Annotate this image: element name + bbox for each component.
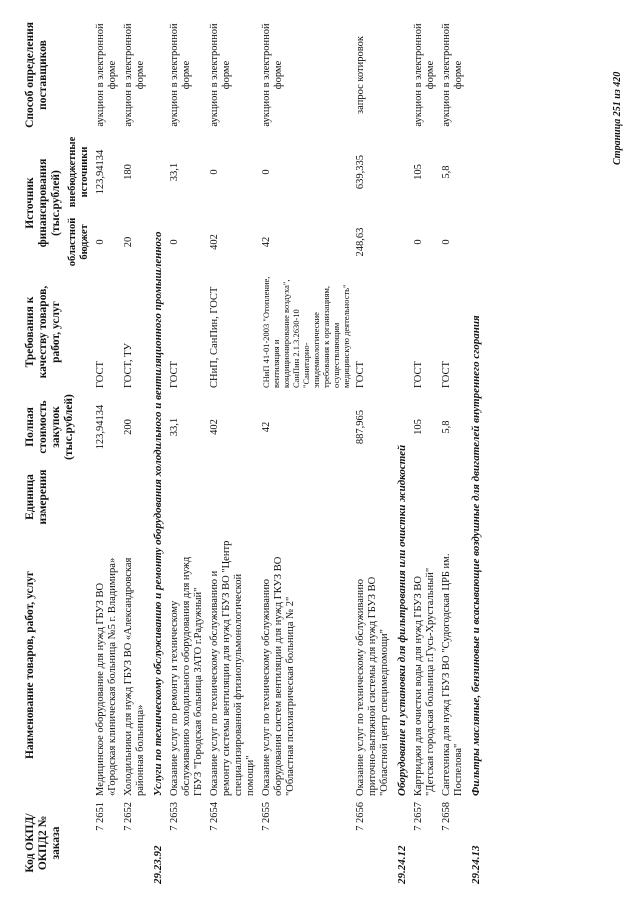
- header-requirements: Требования к качеству товаров, работ, услуг: [24, 285, 62, 379]
- header-method: Способ определения поставщиков: [24, 22, 49, 128]
- page-footer: Страница 251 из 420: [612, 71, 623, 165]
- table-header: [22, 17, 93, 887]
- procurement-table: [22, 17, 485, 887]
- order-code-cell: [411, 799, 439, 887]
- method-cell: аукцион в электронной форме: [123, 23, 146, 127]
- group-heading-row: [149, 17, 167, 887]
- item-name-cell: Оказание услуг по техническому обслуживанию приточно-вытяжной системы для нужд ГБУЗ ВО "Областной центр специмедпомощи": [355, 576, 390, 796]
- unit-cell: [93, 463, 121, 531]
- order-code-cell: [439, 799, 467, 887]
- row-prefix: 7: [441, 825, 452, 831]
- unit-cell: [207, 463, 259, 531]
- unit-cell: [353, 463, 393, 531]
- regional-budget-cell: 0: [441, 239, 452, 245]
- header-unit: Единица измерения: [24, 469, 49, 525]
- unit-cell: [439, 463, 467, 531]
- requirements-cell: ГОСТ: [169, 361, 180, 388]
- order-code-cell: [167, 799, 207, 887]
- requirements-cell: ГОСТ: [413, 361, 424, 388]
- unit-cell: [259, 463, 353, 531]
- order-number: 2654: [209, 802, 220, 823]
- table-row: [353, 17, 393, 887]
- offbudget-cell: 123,94134: [95, 149, 106, 195]
- group-title: Услуги по техническому обслуживанию и ремонту оборудования холодильного и вентиляционного промышленного: [152, 231, 164, 796]
- requirements-cell: ГОСТ: [441, 361, 452, 388]
- regional-budget-cell: 20: [123, 236, 134, 248]
- group-heading-row: [393, 17, 411, 887]
- table-row: [439, 17, 467, 887]
- unit-cell: [167, 463, 207, 531]
- requirements-cell: СНиП 41-01-2003 "Отопление, вентиляция и кондиционирование воздуха", СанПин 2.1.3.2630-10 "Санитарно-эпидемиологические требования к организациям, осуществляющим медицинскую деятельность": [261, 276, 351, 388]
- group-code: 29.24.12: [396, 845, 408, 884]
- cost-cell: 42: [261, 421, 272, 433]
- row-prefix: 7: [355, 825, 366, 831]
- table-row: [259, 17, 353, 887]
- method-cell: аукцион в электронной форме: [209, 23, 232, 127]
- group-title: Оборудование и установки для фильтрования или очистки жидкостей: [396, 444, 408, 796]
- header-regional: областной бюджет: [67, 217, 90, 267]
- requirements-cell: СНиП, СанПин, ГОСТ: [209, 286, 220, 388]
- item-name-cell: Холодильники для нужд ГБУЗ ВО «Александровская районная больница»: [123, 557, 146, 796]
- method-cell: аукцион в электронной форме: [169, 23, 192, 127]
- requirements-cell: ГОСТ: [355, 361, 366, 388]
- order-number: 2655: [261, 802, 272, 823]
- unit-cell: [121, 463, 149, 531]
- method-cell: аукцион в электронной форме: [261, 23, 284, 127]
- order-code-cell: [207, 799, 259, 887]
- regional-budget-cell: 42: [261, 236, 272, 248]
- item-name-cell: Сантехника для нужд ГБУЗ ВО "Судогодская ЦРБ им. Поспелова": [441, 553, 464, 796]
- cost-cell: 200: [123, 419, 134, 435]
- cost-cell: 33,1: [169, 417, 180, 437]
- regional-budget-cell: 402: [209, 234, 220, 250]
- table-row: [411, 17, 439, 887]
- order-number: 2657: [413, 802, 424, 823]
- order-number: 2656: [355, 802, 366, 823]
- group-heading-row: [467, 17, 485, 887]
- item-name-cell: Медицинское оборудование для нужд ГБУЗ ВО «Городская клиническая больница №5 г. Владимира»: [95, 557, 118, 796]
- regional-budget-cell: 0: [95, 239, 106, 245]
- order-code-cell: [121, 799, 149, 887]
- order-code-cell: [93, 799, 121, 887]
- table-body: [93, 17, 485, 887]
- offbudget-cell: 0: [261, 169, 272, 175]
- group-code: 29.24.13: [470, 845, 482, 884]
- method-cell: запрос котировок: [355, 36, 366, 114]
- order-code-cell: [353, 799, 393, 887]
- header-name: Наименование товаров, работ, услуг: [24, 570, 36, 760]
- offbudget-cell: 0: [209, 169, 220, 175]
- offbudget-cell: 33,1: [169, 162, 180, 182]
- cost-cell: 5,8: [441, 420, 452, 434]
- item-name-cell: Оказание услуг по ремонту и техническому обслуживанию холодильного оборудования для нужд ГБУЗ "Городская больница ЗАТО г.Радужный": [169, 556, 204, 796]
- table-row: [167, 17, 207, 887]
- offbudget-cell: 105: [413, 164, 424, 180]
- row-prefix: 7: [169, 825, 180, 831]
- item-name-cell: Картриджи для очистки воды для нужд ГБУЗ ВО "Детская городская больница г.Гусь-Хрустальный": [413, 567, 436, 796]
- offbudget-cell: 5,8: [441, 165, 452, 179]
- offbudget-cell: 180: [123, 164, 134, 180]
- header-code: Код ОКПД/ ОКПД2 № заказа: [24, 813, 62, 873]
- regional-budget-cell: 0: [169, 239, 180, 245]
- row-prefix: 7: [95, 825, 106, 831]
- table-row: [121, 17, 149, 887]
- requirements-cell: ГОСТ, ТУ: [123, 343, 134, 388]
- method-cell: аукцион в электронной форме: [95, 23, 118, 127]
- cost-cell: 123,94134: [95, 404, 106, 450]
- order-number: 2658: [441, 802, 452, 823]
- order-number: 2651: [95, 802, 106, 823]
- unit-cell: [411, 463, 439, 531]
- order-number: 2652: [123, 802, 134, 823]
- regional-budget-cell: 0: [413, 239, 424, 245]
- cost-cell: 105: [413, 419, 424, 435]
- header-funding: Источник финансирования (тыс.рублей): [24, 158, 62, 248]
- header-cost: Полная стоимость закупок (тыс.рублей): [24, 394, 75, 460]
- method-cell: аукцион в электронной форме: [441, 23, 464, 127]
- item-name-cell: Оказание услуг по техническому обслуживанию оборудования систем вентиляции для нужд ГКУЗ ВО "Областная психиатрическая больница № 2": [261, 556, 296, 796]
- table-row: [93, 17, 121, 887]
- row-prefix: 7: [413, 825, 424, 831]
- method-cell: аукцион в электронной форме: [413, 23, 436, 127]
- row-prefix: 7: [261, 825, 272, 831]
- item-name-cell: Оказание услуг по техническому обслуживанию и ремонту системы вентиляции для нужд ГБУЗ ВО "Центр специализированной фтизиопульмонологической помощи": [209, 540, 256, 796]
- table-row: [207, 17, 259, 887]
- cost-cell: 402: [209, 419, 220, 435]
- regional-budget-cell: 248,63: [355, 227, 366, 257]
- offbudget-cell: 639,335: [355, 154, 366, 190]
- row-prefix: 7: [209, 825, 220, 831]
- order-code-cell: [259, 799, 353, 887]
- requirements-cell: ГОСТ: [95, 361, 106, 388]
- cost-cell: 887,965: [355, 409, 366, 445]
- order-number: 2653: [169, 802, 180, 823]
- row-prefix: 7: [123, 825, 134, 831]
- group-code: 29.23.92: [152, 845, 164, 884]
- header-offbudget: внебюджетные источники: [67, 136, 90, 208]
- group-title: Фильтры масляные, бензиновые и всасывающие воздушные для двигателей внутреннего сгорания: [470, 315, 482, 796]
